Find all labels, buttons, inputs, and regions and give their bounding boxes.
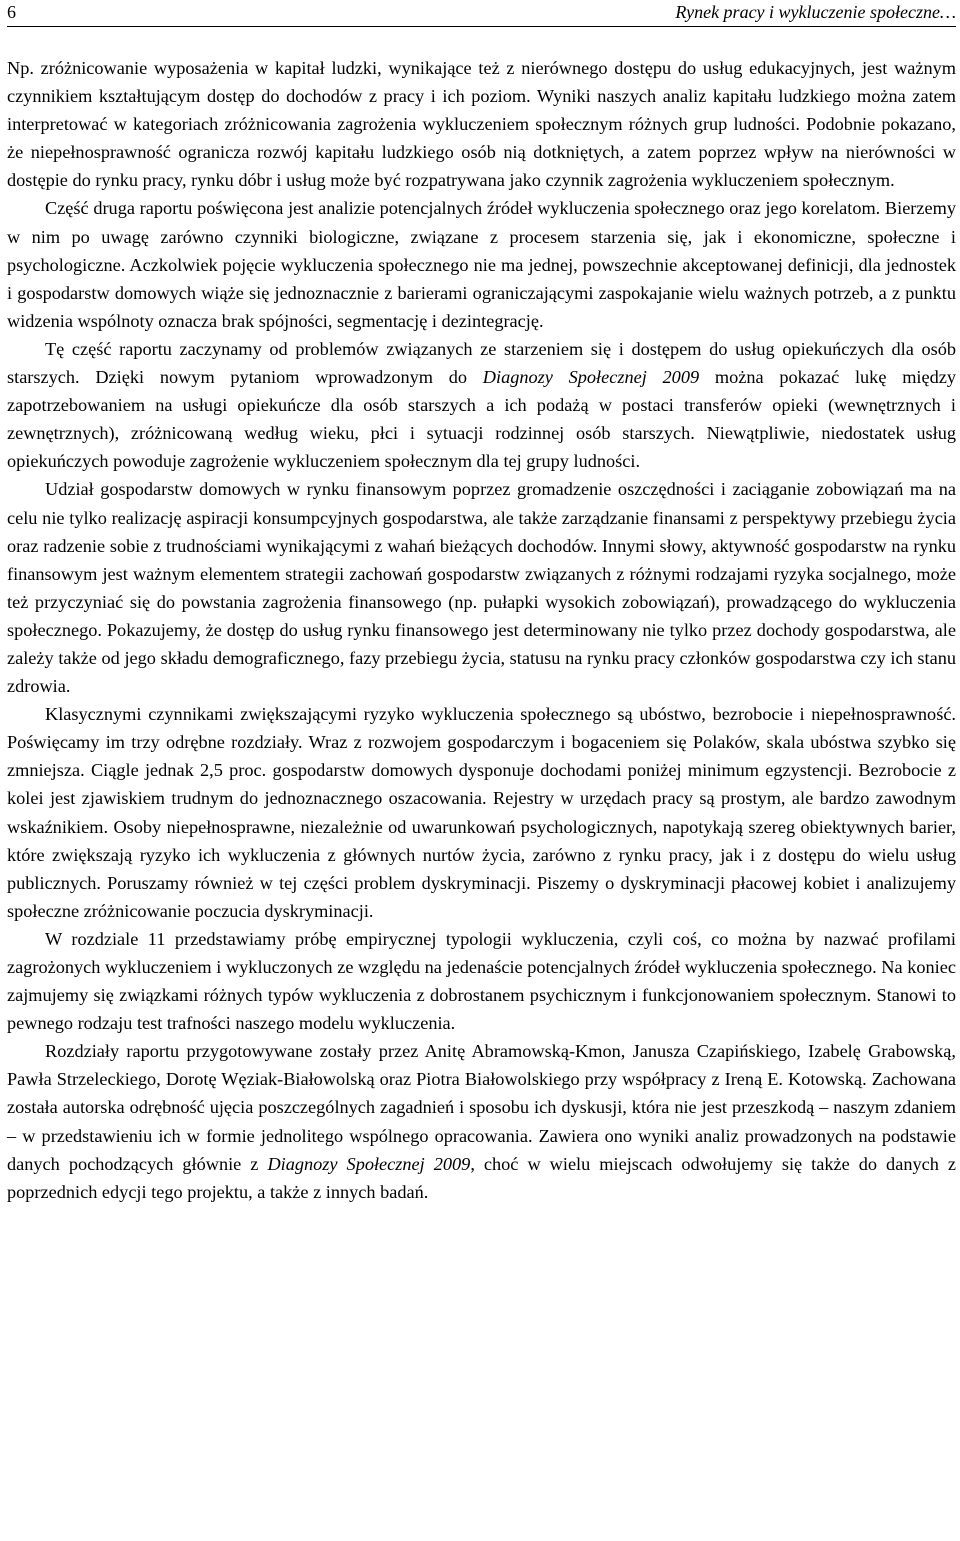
- paragraph-5: Klasycznymi czynnikami zwiększającymi ryzyko wykluczenia społecznego są ubóstwo, bezrobocie i niepełnosprawność. Poświęcamy im trzy odrębne rozdziały. Wraz z rozwojem gospodarczym i bogaceniem się Polaków, skala ubóstwa szybko się zmniejsza. Ciągle jednak 2,5 proc. gospodarstw domowych dysponuje dochodami poniżej minimum egzystencji. Bezrobocie z kolei jest zjawiskiem trudnym do jednoznacznego oszacowania. Rejestry w urzędach pracy są prostym, ale bardzo zawodnym wskaźnikiem. Osoby niepełnosprawne, niezależnie od uwarunkowań psychologicznych, napotykają szereg obiektywnych barier, które zwiększają ryzyko ich wykluczenia z głównych nurtów życia, zarówno z rynku pracy, jak i z dostępu do wielu usług publicznych. Poruszamy również w tej części problem dyskryminacji. Piszemy o dyskryminacji płacowej kobiet i analizujemy społeczne zróżnicowanie poczucia dyskryminacji.: [7, 704, 956, 921]
- paragraph-6: W rozdziale 11 przedstawiamy próbę empirycznej typologii wykluczenia, czyli coś, co można by nazwać profilami zagrożonych wykluczeniem i wykluczonych ze względu na jedenaście potencjalnych źródeł wykluczenia społecznego. Na koniec zajmujemy się związkami różnych typów wykluczenia z dobrostanem psychicznym i funkcjonowaniem społecznym. Stanowi to pewnego rodzaju test trafności naszego modelu wykluczenia.: [7, 928, 956, 1034]
- document-page: [7, 0, 956, 1206]
- paragraph-3: Tę część raportu zaczynamy od problemów związanych ze starzeniem się i dostępem do usług opiekuńczych dla osób starszych. Dzięki nowym pytaniom wprowadzonym do Diagnozy Społecznej 2009 można pokazać lukę między zapotrzebowaniem na usługi opiekuńcze dla osób starszych a ich podażą w postaci transferów opieki (wewnętrznych i zewnętrznych), zróżnicowaną według wieku, płci i sytuacji rodzinnej osób starszych. Niewątpliwie, niedostatek usług opiekuńczych powoduje zagrożenie wykluczeniem społecznym dla tej grupy ludności.: [7, 338, 956, 472]
- running-header: [7, 0, 956, 27]
- paragraph-2: Część druga raportu poświęcona jest analizie potencjalnych źródeł wykluczenia społecznego oraz jego korelatom. Bierzemy w nim po uwagę zarówno czynniki biologiczne, związane z procesem starzenia się, jak i ekonomiczne, społeczne i psychologiczne. Aczkolwiek pojęcie wykluczenia społecznego nie ma jednej, powszechnie akceptowanej definicji, dla jednostek i gospodarstw domowych wiąże się jednoznacznie z barierami ograniczającymi zaspokajanie wielu ważnych potrzeb, a z punktu widzenia wspólnoty oznacza brak spójności, segmentację i dezintegrację.: [7, 198, 956, 331]
- paragraph-4: Udział gospodarstw domowych w rynku finansowym poprzez gromadzenie oszczędności i zaciąganie zobowiązań ma na celu nie tylko realizację aspiracji konsumpcyjnych gospodarstwa, ale także zarządzanie finansami z perspektywy przebiegu życia oraz radzenie sobie z trudnościami wynikającymi z wahań bieżących dochodów. Innymi słowy, aktywność gospodarstw na rynku finansowym jest ważnym elementem strategii zachowań gospodarstw związanych z różnymi rodzajami ryzyka socjalnego, może też przyczyniać się do powstania zagrożenia finansowego (np. pułapki wysokich zobowiązań), prowadzącego do wykluczenia społecznego. Pokazujemy, że dostęp do usług rynku finansowego jest determinowany nie tylko przez dochody gospodarstwa, ale zależy także od jego składu demograficznego, fazy przebiegu życia, statusu na rynku pracy członków gospodarstwa czy ich stanu zdrowia.: [7, 479, 956, 697]
- running-title: Rynek pracy i wykluczenie społeczne…: [675, 2, 956, 22]
- paragraph-7: Rozdziały raportu przygotowywane zostały przez Anitę Abramowską-Kmon, Janusza Czapińskiego, Izabelę Grabowską, Pawła Strzeleckiego, Dorotę Węziak-Białowolską oraz Piotra Białowolskiego przy współpracy z Ireną E. Kotowską. Zachowana została autorska odrębność ujęcia poszczególnych zagadnień i sposobu ich dyskusji, która nie jest przeszkodą – naszym zdaniem – w przedstawieniu ich w formie jednolitego wspólnego opracowania. Zawiera ono wyniki analiz prowadzonych na podstawie danych pochodzących głównie z Diagnozy Społecznej 2009, choć w wielu miejscach odwołujemy się także do danych z poprzednich edycji tego projektu, a także z innych badań.: [7, 1041, 956, 1202]
- paragraph-1: Np. zróżnicowanie wyposażenia w kapitał ludzki, wynikające też z nierównego dostępu do usług edukacyjnych, jest ważnym czynnikiem kształtującym dostęp do dochodów z pracy i ich poziom. Wyniki naszych analiz kapitału ludzkiego można zatem interpretować w kategoriach zróżnicowania zagrożenia wykluczeniem społecznym różnych grup ludności. Podobnie pokazano, że niepełnosprawność ogranicza rozwój kapitału ludzkiego osób nią dotkniętych, a zatem poprzez wpływ na nierówności w dostępie do rynku pracy, rynku dóbr i usług może być rozpatrywana jako czynnik zagrożenia wykluczeniem społecznym.: [7, 58, 956, 191]
- page-number: 6: [7, 2, 16, 22]
- body-text: [7, 54, 956, 1206]
- italic-title: Diagnozy Społecznej 2009: [267, 1153, 471, 1174]
- italic-title: Diagnozy Społecznej 2009: [482, 367, 700, 388]
